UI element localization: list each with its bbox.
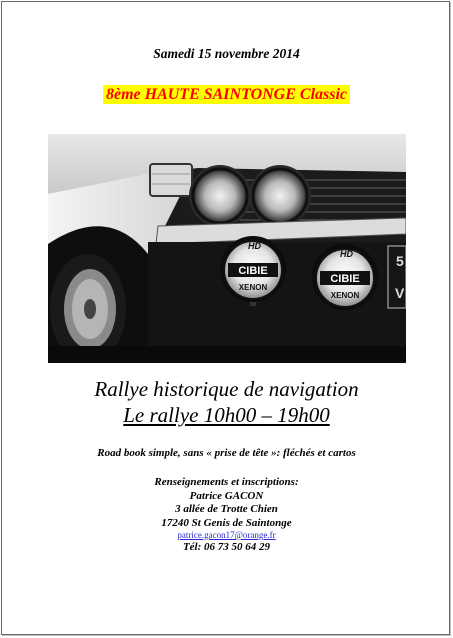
rally-hours: Le rallye 10h00 – 19h00 <box>123 403 330 427</box>
lamp-1-model: XENON <box>238 283 268 292</box>
event-title-highlight: 8ème HAUTE SAINTONGE Classic <box>103 85 350 104</box>
contact-name: Patrice GACON <box>189 489 264 502</box>
event-date: Samedi 15 novembre 2014 <box>153 46 300 61</box>
car-front-image <box>48 134 406 363</box>
rally-car-photo <box>48 134 406 363</box>
lamp-2-brand: CIBIE <box>330 273 360 285</box>
lamp-2-model: XENON <box>330 291 360 300</box>
lamp-1-top: HD <box>248 241 261 251</box>
svg-text:V: V <box>395 285 405 301</box>
roadbook-note: Road book simple, sans « prise de tête »: fléchés et cartos <box>97 447 356 459</box>
rally-type: Rallye historique de navigation <box>94 377 359 401</box>
lamp-2-top: HD <box>340 249 353 259</box>
contact-city: 17240 St Genis de Saintonge <box>161 516 292 529</box>
svg-text:5: 5 <box>396 253 404 269</box>
lamp-1-brand: CIBIE <box>238 265 268 277</box>
contact-street: 3 allée de Trotte Chien <box>175 503 278 515</box>
contact-email-link[interactable]: patrice.gacon17@orange.fr <box>177 530 276 540</box>
rally-subtitle <box>0 376 453 428</box>
contact-phone: Tél: 06 73 50 64 29 <box>182 541 271 553</box>
contact-heading: Renseignements et inscriptions: <box>154 476 299 488</box>
contact-block <box>0 476 453 555</box>
event-title <box>0 86 453 104</box>
